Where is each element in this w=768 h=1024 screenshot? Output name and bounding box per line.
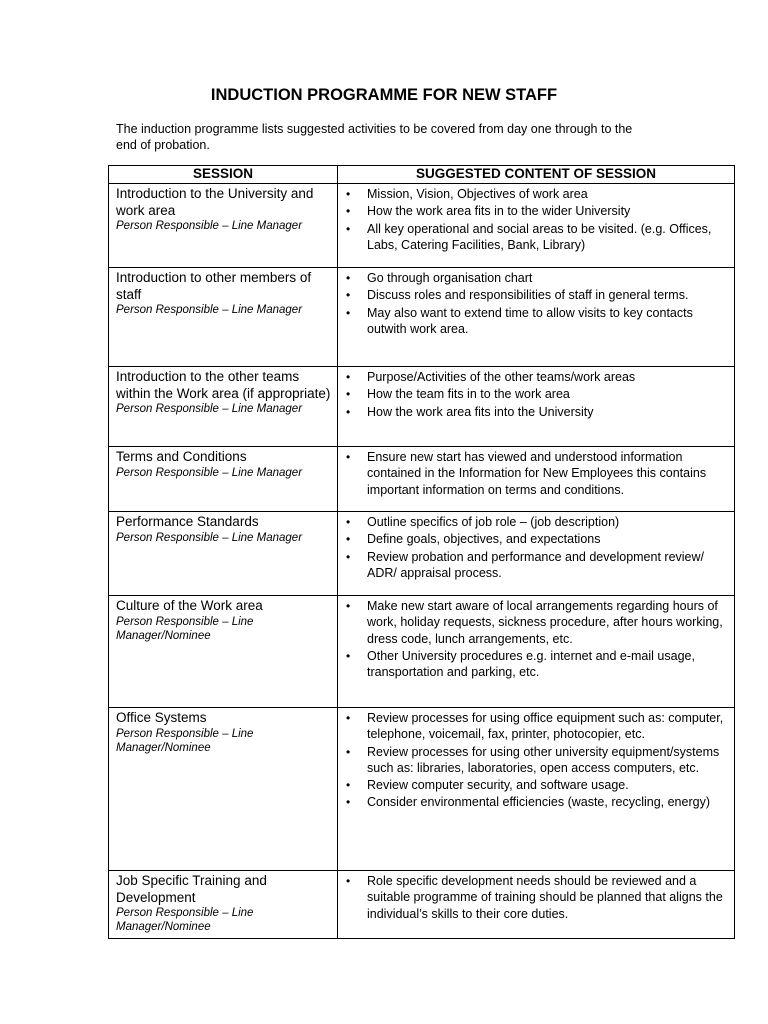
list-item — [342, 404, 728, 420]
table-row — [109, 367, 735, 447]
bullet-icon: • — [346, 599, 351, 613]
session-cell — [109, 447, 338, 512]
table-row — [109, 708, 735, 871]
content-cell — [338, 871, 735, 939]
header-content: SUGGESTED CONTENT OF SESSION — [338, 166, 735, 184]
table-row — [109, 512, 735, 596]
bullet-icon: • — [346, 744, 351, 759]
session-cell — [109, 708, 338, 871]
list-item-text: Review probation and performance and development review/ ADR/ appraisal process. — [367, 549, 704, 580]
list-item — [342, 287, 728, 303]
bullet-icon: • — [346, 187, 351, 201]
person-responsible: Person Responsible – Line Manager — [116, 466, 303, 479]
list-item — [342, 794, 728, 810]
session-cell — [109, 367, 338, 447]
bullet-list — [342, 186, 728, 253]
person-responsible: Person Responsible – Line Manager/Nominee — [116, 907, 254, 933]
header-session: SESSION — [109, 166, 338, 184]
person-responsible: Person Responsible – Line Manager — [116, 403, 303, 415]
list-item — [342, 369, 728, 385]
list-item-text: May also want to extend time to allow visits to key contacts outwith work area. — [367, 305, 693, 336]
bullet-icon: • — [346, 515, 351, 529]
page-title: INDUCTION PROGRAMME FOR NEW STAFF — [210, 86, 558, 104]
person-responsible: Person Responsible – Line Manager/Nominee — [116, 727, 254, 754]
session-name: Introduction to the University and work area — [116, 186, 314, 218]
list-item — [342, 710, 728, 743]
bullet-icon: • — [346, 370, 351, 384]
bullet-icon: • — [346, 271, 351, 285]
list-item — [342, 531, 728, 547]
list-item — [342, 514, 728, 530]
bullet-icon: • — [346, 404, 351, 419]
bullet-list — [342, 598, 728, 680]
list-item — [342, 449, 728, 498]
content-cell — [338, 596, 735, 708]
bullet-icon: • — [346, 778, 351, 793]
list-item-text: How the work area fits into the University — [367, 404, 594, 419]
bullet-list — [342, 514, 728, 581]
list-item-text: Define goals, objectives, and expectations — [367, 532, 601, 547]
content-cell — [338, 512, 735, 596]
bullet-icon: • — [346, 387, 351, 402]
person-responsible: Person Responsible – Line Manager — [116, 220, 303, 232]
induction-table — [108, 165, 735, 939]
session-cell — [109, 268, 338, 367]
list-item — [342, 744, 728, 777]
list-item-text: Ensure new start has viewed and understood information contained in the Information for New Employees this contains important information on terms and conditions. — [367, 450, 707, 497]
session-name: Introduction to other members of staff — [116, 270, 312, 302]
content-cell — [338, 268, 735, 367]
list-item-text: Consider environmental efficiencies (waste, recycling, energy) — [367, 795, 710, 810]
person-responsible: Person Responsible – Line Manager/Nominee — [116, 615, 254, 642]
list-item-text: Purpose/Activities of the other teams/work areas — [367, 370, 636, 384]
session-cell — [109, 512, 338, 596]
bullet-icon: • — [346, 532, 351, 547]
list-item-text: Review processes for using office equipment such as: computer, telephone, voicemail, fax, printer, photocopier, etc. — [367, 711, 724, 742]
session-name: Performance Standards — [116, 514, 259, 529]
bullet-icon: • — [346, 288, 351, 303]
session-name: Terms and Conditions — [116, 449, 247, 464]
table-row — [109, 184, 735, 268]
bullet-icon: • — [346, 450, 351, 464]
list-item-text: Role specific development needs should be reviewed and a suitable programme of training should be planned that aligns the individual’s skills to their core duties. — [367, 874, 723, 921]
content-cell — [338, 447, 735, 512]
bullet-list — [342, 449, 728, 498]
session-name: Job Specific Training and Development — [116, 873, 267, 905]
list-item-text: Outline specifics of job role – (job description) — [367, 515, 620, 529]
bullet-list — [342, 270, 728, 337]
session-name: Culture of the Work area — [116, 598, 263, 613]
list-item-text: Review processes for using other university equipment/systems such as: libraries, laboratories, open access computers, etc. — [367, 744, 720, 775]
content-cell — [338, 708, 735, 871]
table-row — [109, 268, 735, 367]
list-item-text: All key operational and social areas to be visited. (e.g. Offices, Labs, Catering Facilities, Bank, Library) — [367, 221, 712, 252]
bullet-icon: • — [346, 648, 351, 663]
session-name: Office Systems — [116, 710, 207, 725]
bullet-icon: • — [346, 549, 351, 564]
list-item — [342, 598, 728, 647]
bullet-icon: • — [346, 221, 351, 236]
session-cell — [109, 871, 338, 939]
person-responsible: Person Responsible – Line Manager — [116, 304, 303, 316]
table-row — [109, 447, 735, 512]
table-row — [109, 871, 735, 939]
list-item-text: Mission, Vision, Objectives of work area — [367, 187, 588, 201]
person-responsible: Person Responsible – Line Manager — [116, 531, 303, 544]
list-item-text: How the work area fits in to the wider University — [367, 204, 631, 219]
list-item — [342, 648, 728, 681]
header-row — [109, 166, 735, 184]
table-row — [109, 596, 735, 708]
list-item-text: Go through organisation chart — [367, 271, 533, 285]
bullet-icon: • — [346, 204, 351, 219]
list-item-text: Discuss roles and responsibilities of staff in general terms. — [367, 288, 689, 303]
list-item — [342, 549, 728, 582]
list-item — [342, 386, 728, 402]
bullet-list — [342, 369, 728, 420]
bullet-icon: • — [346, 305, 351, 320]
list-item — [342, 270, 728, 286]
session-cell — [109, 184, 338, 268]
bullet-icon: • — [346, 874, 351, 888]
intro-paragraph: The induction programme lists suggested activities to be covered from day one through to the end of probation. — [116, 122, 633, 152]
content-cell — [338, 367, 735, 447]
list-item — [342, 203, 728, 219]
list-item-text: Review computer security, and software usage. — [367, 778, 629, 793]
list-item — [342, 186, 728, 202]
session-name: Introduction to the other teams within the Work area (if appropriate) — [116, 369, 331, 401]
list-item-text: Other University procedures e.g. internet and e-mail usage, transportation and parking, etc. — [367, 648, 695, 680]
list-item — [342, 777, 728, 793]
bullet-list — [342, 873, 728, 922]
list-item — [342, 221, 728, 254]
list-item-text: How the team fits in to the work area — [367, 387, 570, 402]
content-cell — [338, 184, 735, 268]
list-item — [342, 305, 728, 338]
list-item — [342, 873, 728, 922]
bullet-list — [342, 710, 728, 811]
bullet-icon: • — [346, 795, 351, 810]
bullet-icon: • — [346, 711, 351, 725]
session-cell — [109, 596, 338, 708]
list-item-text: Make new start aware of local arrangements regarding hours of work, holiday requests, sickness procedure, after hours working, dress code, lunch arrangements, etc. — [367, 599, 723, 646]
